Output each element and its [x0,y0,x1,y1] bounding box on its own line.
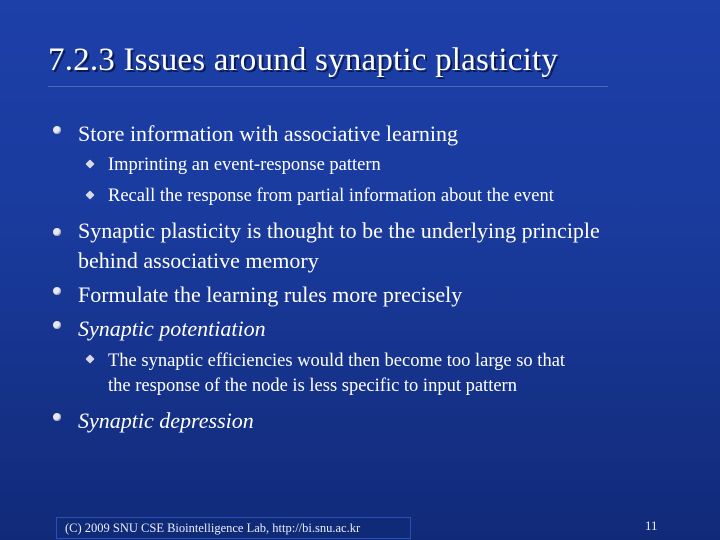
slide-title: 7.2.3 Issues around synaptic plasticity [48,42,559,78]
bullet-item-store-information [53,117,458,150]
bullet-text: Formulate the learning rules more precisely [78,282,463,307]
subbullet-text-line1: The synaptic efficiencies would then become too large so that [108,351,566,371]
bullet-text: Store information with associative learning [78,121,459,146]
bullet-text: Synaptic potentiation [78,316,266,341]
bullet-text-line2: behind associative memory [78,248,319,273]
page-number: 11 [645,518,658,533]
bullet-item-synaptic-depression [53,404,254,437]
footer-credit: (C) 2009 SNU CSE Biointelligence Lab, http://bi.snu.ac.kr [56,517,411,539]
subbullet-text: Imprinting an event-response pattern [108,155,381,175]
bullet-text: Synaptic depression [78,408,254,433]
bullet-item-synaptic-plasticity [53,216,600,276]
title-divider [48,86,608,87]
round-bullet-icon [53,413,61,421]
round-bullet-icon [53,126,61,134]
bullet-text-line1: Synaptic plasticity is thought to be the underlying principle [78,218,600,243]
bullet-item-formulate-rules [53,278,462,311]
subbullet-text: Recall the response from partial information about the event [108,186,554,206]
round-bullet-icon [53,321,61,329]
subbullet-item-imprinting [86,154,381,177]
subbullet-item-recall [86,185,554,208]
round-bullet-icon [53,228,61,236]
subbullet-item-efficiencies [86,349,565,399]
round-bullet-icon [53,287,61,295]
subbullet-text-line2: the response of the node is less specific to input pattern [108,376,517,396]
bullet-item-synaptic-potentiation [53,312,266,345]
